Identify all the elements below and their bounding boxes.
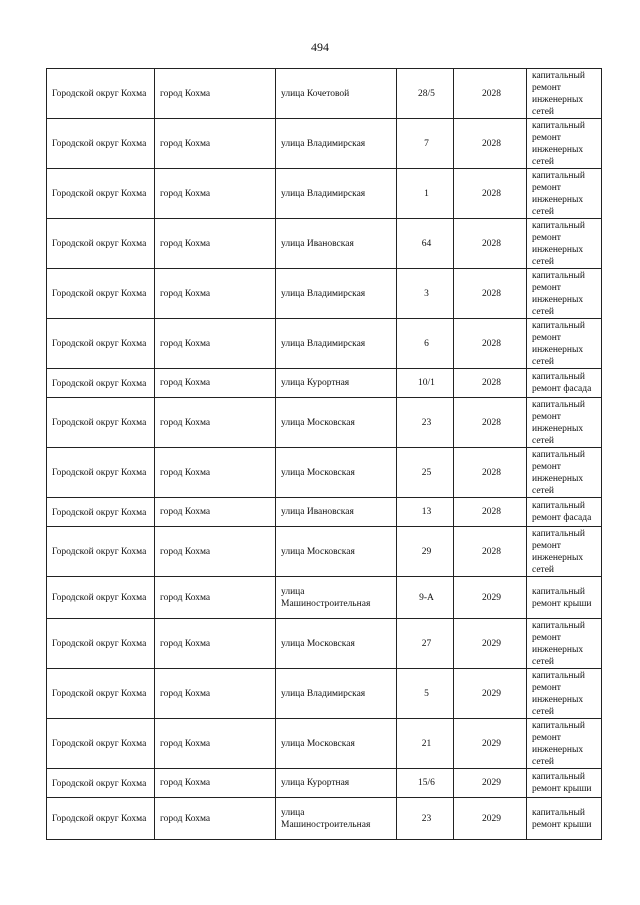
municipality-cell: Городской округ Кохма	[47, 119, 155, 169]
page-number: 494	[311, 40, 329, 54]
work-type-cell: капитальный ремонт крыши	[527, 798, 602, 840]
street-cell: улица Курортная	[276, 769, 397, 798]
street-cell: улица Кочетовой	[276, 69, 397, 119]
street-cell: улица Московская	[276, 398, 397, 448]
house-number-cell: 3	[397, 269, 454, 319]
city-cell: город Кохма	[155, 219, 276, 269]
year-cell: 2028	[454, 69, 527, 119]
table-row	[47, 798, 602, 840]
municipality-cell: Городской округ Кохма	[47, 169, 155, 219]
table-row	[47, 719, 602, 769]
street-cell: улица Московская	[276, 719, 397, 769]
year-cell: 2028	[454, 169, 527, 219]
house-number-cell: 27	[397, 619, 454, 669]
house-number-cell: 9-А	[397, 577, 454, 619]
city-cell: город Кохма	[155, 269, 276, 319]
municipality-cell: Городской округ Кохма	[47, 527, 155, 577]
street-cell: улица Владимирская	[276, 319, 397, 369]
year-cell: 2029	[454, 719, 527, 769]
table-row	[47, 577, 602, 619]
city-cell: город Кохма	[155, 119, 276, 169]
year-cell: 2028	[454, 448, 527, 498]
year-cell: 2028	[454, 219, 527, 269]
year-cell: 2028	[454, 498, 527, 527]
year-cell: 2028	[454, 119, 527, 169]
street-cell: улица Ивановская	[276, 498, 397, 527]
house-number-cell: 23	[397, 398, 454, 448]
city-cell: город Кохма	[155, 498, 276, 527]
city-cell: город Кохма	[155, 619, 276, 669]
house-number-cell: 15/6	[397, 769, 454, 798]
city-cell: город Кохма	[155, 798, 276, 840]
table-row	[47, 269, 602, 319]
table-row	[47, 219, 602, 269]
table-row	[47, 448, 602, 498]
house-number-cell: 5	[397, 669, 454, 719]
house-number-cell: 28/5	[397, 69, 454, 119]
municipality-cell: Городской округ Кохма	[47, 398, 155, 448]
street-cell: улица Курортная	[276, 369, 397, 398]
house-number-cell: 29	[397, 527, 454, 577]
work-type-cell: капитальный ремонт инженерных сетей	[527, 619, 602, 669]
municipality-cell: Городской округ Кохма	[47, 577, 155, 619]
work-type-cell: капитальный ремонт инженерных сетей	[527, 169, 602, 219]
house-number-cell: 1	[397, 169, 454, 219]
street-cell: улица Машиностроительная	[276, 577, 397, 619]
work-type-cell: капитальный ремонт инженерных сетей	[527, 398, 602, 448]
table-row	[47, 527, 602, 577]
municipality-cell: Городской округ Кохма	[47, 669, 155, 719]
work-type-cell: капитальный ремонт крыши	[527, 577, 602, 619]
table-row	[47, 119, 602, 169]
table-body	[47, 69, 602, 840]
street-cell: улица Владимирская	[276, 669, 397, 719]
street-cell: улица Владимирская	[276, 269, 397, 319]
work-type-cell: капитальный ремонт инженерных сетей	[527, 219, 602, 269]
year-cell: 2029	[454, 577, 527, 619]
street-cell: улица Владимирская	[276, 119, 397, 169]
table-row	[47, 169, 602, 219]
year-cell: 2029	[454, 769, 527, 798]
city-cell: город Кохма	[155, 169, 276, 219]
house-number-cell: 7	[397, 119, 454, 169]
city-cell: город Кохма	[155, 398, 276, 448]
city-cell: город Кохма	[155, 448, 276, 498]
municipality-cell: Городской округ Кохма	[47, 269, 155, 319]
table-row	[47, 398, 602, 448]
work-type-cell: капитальный ремонт инженерных сетей	[527, 527, 602, 577]
work-type-cell: капитальный ремонт фасада	[527, 369, 602, 398]
year-cell: 2029	[454, 619, 527, 669]
city-cell: город Кохма	[155, 577, 276, 619]
work-type-cell: капитальный ремонт инженерных сетей	[527, 448, 602, 498]
table-row	[47, 619, 602, 669]
city-cell: город Кохма	[155, 369, 276, 398]
year-cell: 2029	[454, 798, 527, 840]
municipality-cell: Городской округ Кохма	[47, 369, 155, 398]
house-number-cell: 21	[397, 719, 454, 769]
municipality-cell: Городской округ Кохма	[47, 498, 155, 527]
city-cell: город Кохма	[155, 669, 276, 719]
city-cell: город Кохма	[155, 719, 276, 769]
municipality-cell: Городской округ Кохма	[47, 798, 155, 840]
street-cell: улица Московская	[276, 527, 397, 577]
table-row	[47, 369, 602, 398]
municipality-cell: Городской округ Кохма	[47, 219, 155, 269]
house-number-cell: 13	[397, 498, 454, 527]
table-row	[47, 319, 602, 369]
work-type-cell: капитальный ремонт инженерных сетей	[527, 269, 602, 319]
street-cell: улица Московская	[276, 448, 397, 498]
city-cell: город Кохма	[155, 527, 276, 577]
year-cell: 2028	[454, 269, 527, 319]
table-row	[47, 669, 602, 719]
city-cell: город Кохма	[155, 769, 276, 798]
work-type-cell: капитальный ремонт инженерных сетей	[527, 669, 602, 719]
year-cell: 2028	[454, 527, 527, 577]
year-cell: 2028	[454, 398, 527, 448]
table-row	[47, 498, 602, 527]
municipality-cell: Городской округ Кохма	[47, 619, 155, 669]
municipality-cell: Городской округ Кохма	[47, 719, 155, 769]
year-cell: 2029	[454, 669, 527, 719]
municipality-cell: Городской округ Кохма	[47, 448, 155, 498]
table-row	[47, 69, 602, 119]
street-cell: улица Московская	[276, 619, 397, 669]
house-number-cell: 64	[397, 219, 454, 269]
street-cell: улица Владимирская	[276, 169, 397, 219]
work-type-cell: капитальный ремонт фасада	[527, 498, 602, 527]
city-cell: город Кохма	[155, 319, 276, 369]
work-type-cell: капитальный ремонт инженерных сетей	[527, 719, 602, 769]
table-row	[47, 769, 602, 798]
house-number-cell: 23	[397, 798, 454, 840]
work-type-cell: капитальный ремонт инженерных сетей	[527, 119, 602, 169]
street-cell: улица Ивановская	[276, 219, 397, 269]
street-cell: улица Машиностроительная	[276, 798, 397, 840]
municipality-cell: Городской округ Кохма	[47, 769, 155, 798]
house-number-cell: 6	[397, 319, 454, 369]
house-number-cell: 25	[397, 448, 454, 498]
year-cell: 2028	[454, 369, 527, 398]
house-number-cell: 10/1	[397, 369, 454, 398]
year-cell: 2028	[454, 319, 527, 369]
housing-repair-table	[46, 68, 602, 840]
municipality-cell: Городской округ Кохма	[47, 69, 155, 119]
work-type-cell: капитальный ремонт инженерных сетей	[527, 69, 602, 119]
municipality-cell: Городской округ Кохма	[47, 319, 155, 369]
work-type-cell: капитальный ремонт крыши	[527, 769, 602, 798]
work-type-cell: капитальный ремонт инженерных сетей	[527, 319, 602, 369]
city-cell: город Кохма	[155, 69, 276, 119]
